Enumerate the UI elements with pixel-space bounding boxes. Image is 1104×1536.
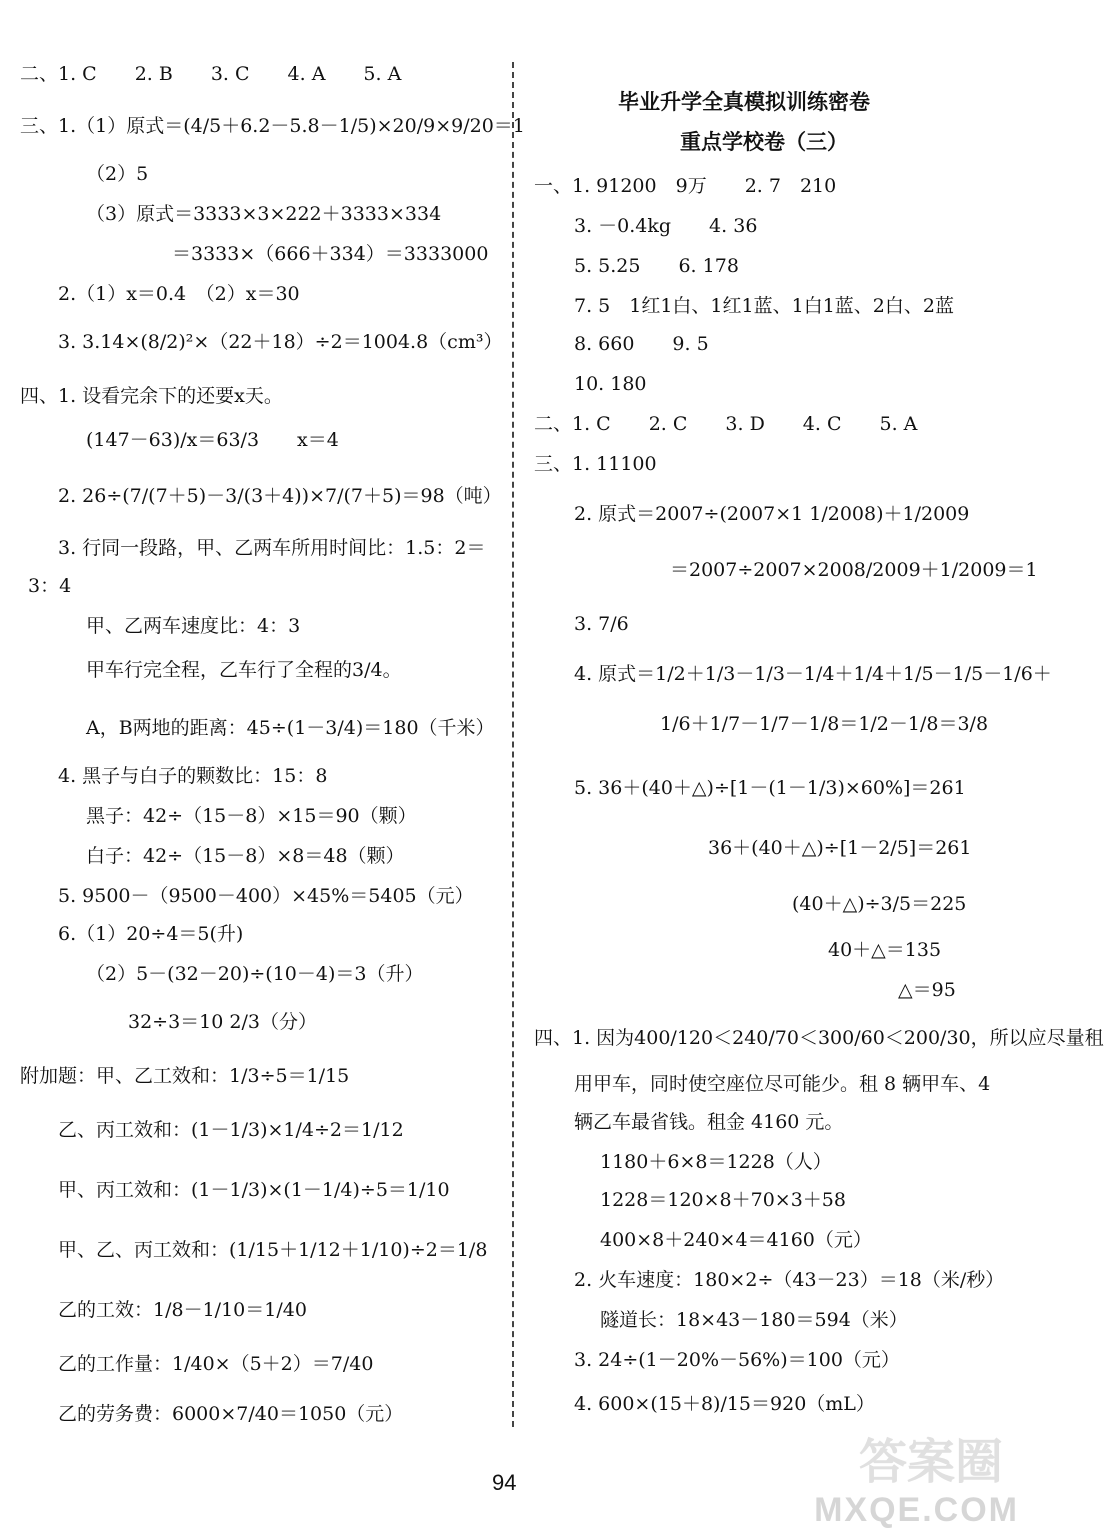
answer-line: 乙、丙工效和：(1－1/3)×1/4÷2＝1/12	[58, 1119, 404, 1141]
watermark-text: MXQE.COM	[814, 1491, 1019, 1529]
answer-line: 白子：42÷（15－8）×8＝48（颗）	[86, 845, 405, 867]
answer-line: 三、1.（1）原式＝(4/5＋6.2－5.8－1/5)×20/9×9/20＝1	[20, 115, 525, 137]
answer-line: 隧道长：18×43－180＝594（米）	[600, 1309, 908, 1331]
answer-line: 36＋(40＋△)÷[1－2/5]＝261	[708, 837, 972, 859]
answer-line: 甲车行完全程，乙车行了全程的3/4。	[86, 659, 402, 681]
right-title-main: 毕业升学全真模拟训练密卷	[618, 89, 870, 114]
answer-line: 4. 黑子与白子的颗数比：15：8	[58, 765, 328, 787]
answer-line: 三、1. 11100	[534, 453, 657, 475]
answer-line: 甲、丙工效和：(1－1/3)×(1－1/4)÷5＝1/10	[58, 1179, 450, 1201]
answer-line: 2. 火车速度：180×2÷（43－23）＝18（米/秒）	[574, 1269, 1005, 1291]
answer-line: 5. 9500－（9500－400）×45%＝5405（元）	[58, 885, 474, 907]
right-title-sub: 重点学校卷（三）	[680, 129, 848, 154]
answer-line: 四、1. 设看完余下的还要x天。	[20, 385, 283, 407]
answer-line: (147－63)/x＝63/3 x＝4	[86, 429, 339, 451]
answer-line: 7. 5 1红1白、1红1蓝、1白1蓝、2白、2蓝	[574, 295, 954, 317]
answer-line: 二、1. C 2. B 3. C 4. A 5. A	[20, 63, 402, 85]
answer-line: 辆乙车最省钱。租金 4160 元。	[574, 1111, 844, 1133]
answer-line: 2.（1）x＝0.4 （2）x＝30	[58, 283, 300, 305]
answer-line: 1228＝120×8＋70×3＋58	[600, 1189, 846, 1211]
answer-line: 用甲车，同时使空座位尽可能少。租 8 辆甲车、4	[574, 1073, 991, 1095]
column-divider	[512, 62, 514, 1427]
answer-line: (40＋△)÷3/5＝225	[792, 893, 967, 915]
answer-line: （2）5	[86, 163, 149, 185]
answer-line: 甲、乙、丙工效和：(1/15＋1/12＋1/10)÷2＝1/8	[58, 1239, 488, 1261]
answer-line: 附加题：甲、乙工效和：1/3÷5＝1/15	[20, 1065, 350, 1087]
answer-line: 8. 660 9. 5	[574, 333, 709, 355]
answer-line: 乙的工作量：1/40×（5＋2）＝7/40	[58, 1353, 374, 1375]
answer-line: 5. 5.25 6. 178	[574, 255, 739, 277]
answer-line: ＝3333×（666＋334）＝3333000	[172, 243, 489, 265]
page-number: 94	[492, 1470, 517, 1495]
answer-line: 3：4	[28, 575, 72, 597]
answer-line: ＝2007÷2007×2008/2009＋1/2009＝1	[670, 559, 1038, 581]
answer-line: 3. 3.14×(8/2)²×（22＋18）÷2＝1004.8（cm³）	[58, 331, 503, 353]
answer-line: 1/6＋1/7－1/7－1/8＝1/2－1/8＝3/8	[660, 713, 989, 735]
answer-line: 2. 原式＝2007÷(2007×1 1/2008)＋1/2009	[574, 503, 970, 525]
answer-line: 32÷3＝10 2/3（分）	[128, 1011, 317, 1033]
answer-line: 甲、乙两车速度比：4：3	[86, 615, 301, 637]
answer-line: （2）5－(32－20)÷(10－4)＝3（升）	[86, 963, 424, 985]
answer-line: 黑子：42÷（15－8）×15＝90（颗）	[86, 805, 417, 827]
answer-line: 4. 600×(15＋8)/15＝920（mL）	[574, 1393, 875, 1415]
answer-line: 乙的劳务费：6000×7/40＝1050（元）	[58, 1403, 404, 1425]
answer-line: 400×8＋240×4＝4160（元）	[600, 1229, 872, 1251]
answer-line: 10. 180	[574, 373, 647, 395]
answer-line: 3. 行同一段路，甲、乙两车所用时间比：1.5：2＝	[58, 537, 486, 559]
answer-line: 四、1. 因为400/120＜240/70＜300/60＜200/30，所以应尽量租	[534, 1027, 1104, 1049]
answer-line: △＝95	[898, 979, 956, 1001]
answer-line: 1180＋6×8＝1228（人）	[600, 1151, 832, 1173]
answer-line: 3. 7/6	[574, 613, 629, 635]
answer-line: 3. －0.4kg 4. 36	[574, 215, 758, 237]
answer-line: 二、1. C 2. C 3. D 4. C 5. A	[534, 413, 918, 435]
watermark-logo: 答案圈	[858, 1434, 1003, 1490]
answer-line: 乙的工效：1/8－1/10＝1/40	[58, 1299, 307, 1321]
answer-line: 2. 26÷(7/(7＋5)－3/(3＋4))×7/(7＋5)＝98（吨）	[58, 485, 502, 507]
answer-line: 3. 24÷(1－20%－56%)＝100（元）	[574, 1349, 900, 1371]
answer-line: 5. 36＋(40＋△)÷[1－(1－1/3)×60%]＝261	[574, 777, 966, 799]
answer-line: （3）原式＝3333×3×222＋3333×334	[86, 203, 442, 225]
answer-line: A，B两地的距离：45÷(1－3/4)＝180（千米）	[86, 717, 495, 739]
answer-line: 一、1. 91200 9万 2. 7 210	[534, 175, 837, 197]
answer-line: 40＋△＝135	[828, 939, 942, 961]
answer-line: 4. 原式＝1/2＋1/3－1/3－1/4＋1/4＋1/5－1/5－1/6＋	[574, 663, 1052, 685]
answer-line: 6.（1）20÷4＝5(升)	[58, 923, 244, 945]
